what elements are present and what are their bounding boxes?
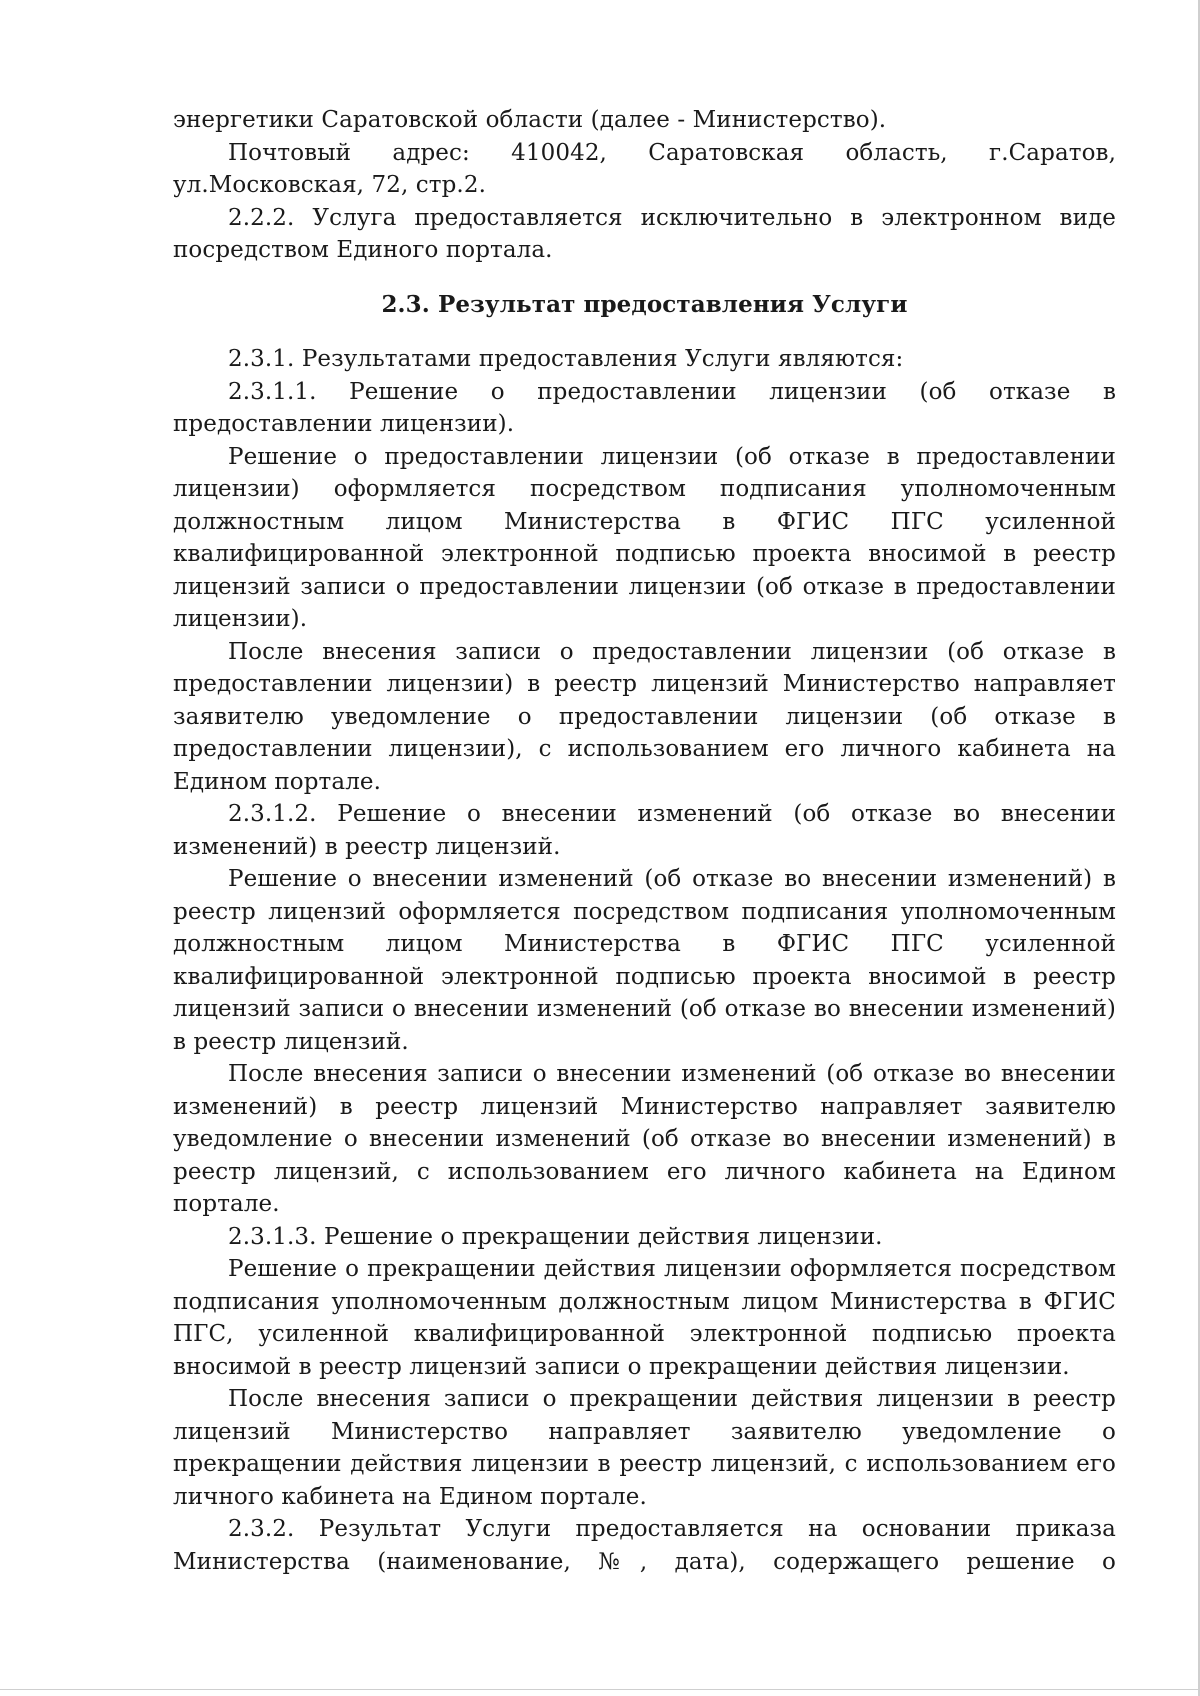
paragraph-license-notification: После внесения записи о предоставлении лицензии (об отказе в предоставлении лицензии) в реестр лицензий Министерство направляет заявителю уведомление о предоставлении лицензии (об отказе в предоставлении лицензии), с использованием его личного кабинета на Едином портале. xyxy=(173,638,1116,795)
page-edge-bottom xyxy=(0,1689,1200,1690)
section-heading: 2.3. Результат предоставления Услуги xyxy=(381,290,908,318)
paragraph-2-3-2: 2.3.2. Результат Услуги предоставляется на основании приказа Министерства (наименование, №, дата), содержащего решение о xyxy=(173,1516,1116,1575)
paragraph-2-3-1-2: 2.3.1.2. Решение о внесении изменений (об отказе во внесении изменений) в реестр лицензий. xyxy=(173,801,1116,860)
paragraph-changes-notification: После внесения записи о внесении изменений (об отказе во внесении изменений) в реестр лицензий Министерство направляет заявителю уведомление о внесении изменений (об отказе во внесении изменений) в реестр лицензий, с использованием его личного кабинета на Едином портале. xyxy=(173,1061,1116,1217)
paragraph-termination-decision: Решение о прекращении действия лицензии оформляется посредством подписания уполномоченным должностным лицом Министерства в ФГИС ПГС, усиленной квалифицированной электронной подписью проекта вносимой в реестр лицензий записи о прекращении действия лицензии. xyxy=(173,1256,1116,1380)
paragraph-changes-decision: Решение о внесении изменений (об отказе во внесении изменений) в реестр лицензий оформляется посредством подписания уполномоченным должностным лицом Министерства в ФГИС ПГС усиленной квалифицированной электронной подписью проекта вносимой в реестр лицензий записи о внесении изменений (об отказе во внесении изменений) в реестр лицензий. xyxy=(173,866,1116,1055)
paragraph-2-3-1-1: 2.3.1.1. Решение о предоставлении лицензии (об отказе в предоставлении лицензии). xyxy=(173,378,1116,437)
paragraph-continuation: энергетики Саратовской области (далее - Министерство). xyxy=(173,107,887,133)
paragraph-2-3-1-3: 2.3.1.3. Решение о прекращении действия лицензии. xyxy=(228,1223,883,1250)
paragraph-postal-address: Почтовый адрес: 410042, Саратовская область, г.Саратов, ул.Московская, 72, стр.2. xyxy=(173,139,1116,198)
paragraph-2-3-1: 2.3.1. Результатами предоставления Услуги являются: xyxy=(228,346,904,372)
paragraph-license-decision: Решение о предоставлении лицензии (об отказе в предоставлении лицензии) оформляется посредством подписания уполномоченным должностным лицом Министерства в ФГИС ПГС усиленной квалифицированной электронной подписью проекта вносимой в реестр лицензий записи о предоставлении лицензии (об отказе в предоставлении лицензии). xyxy=(173,443,1116,632)
paragraph-2-2-2: 2.2.2. Услуга предоставляется исключительно в электронном виде посредством Единого портала. xyxy=(173,204,1116,263)
document-body xyxy=(173,104,1116,1578)
paragraph-termination-notification: После внесения записи о прекращении действия лицензии в реестр лицензий Министерство направляет заявителю уведомление о прекращении действия лицензии в реестр лицензий, с использованием его личного кабинета на Едином портале. xyxy=(173,1386,1116,1510)
